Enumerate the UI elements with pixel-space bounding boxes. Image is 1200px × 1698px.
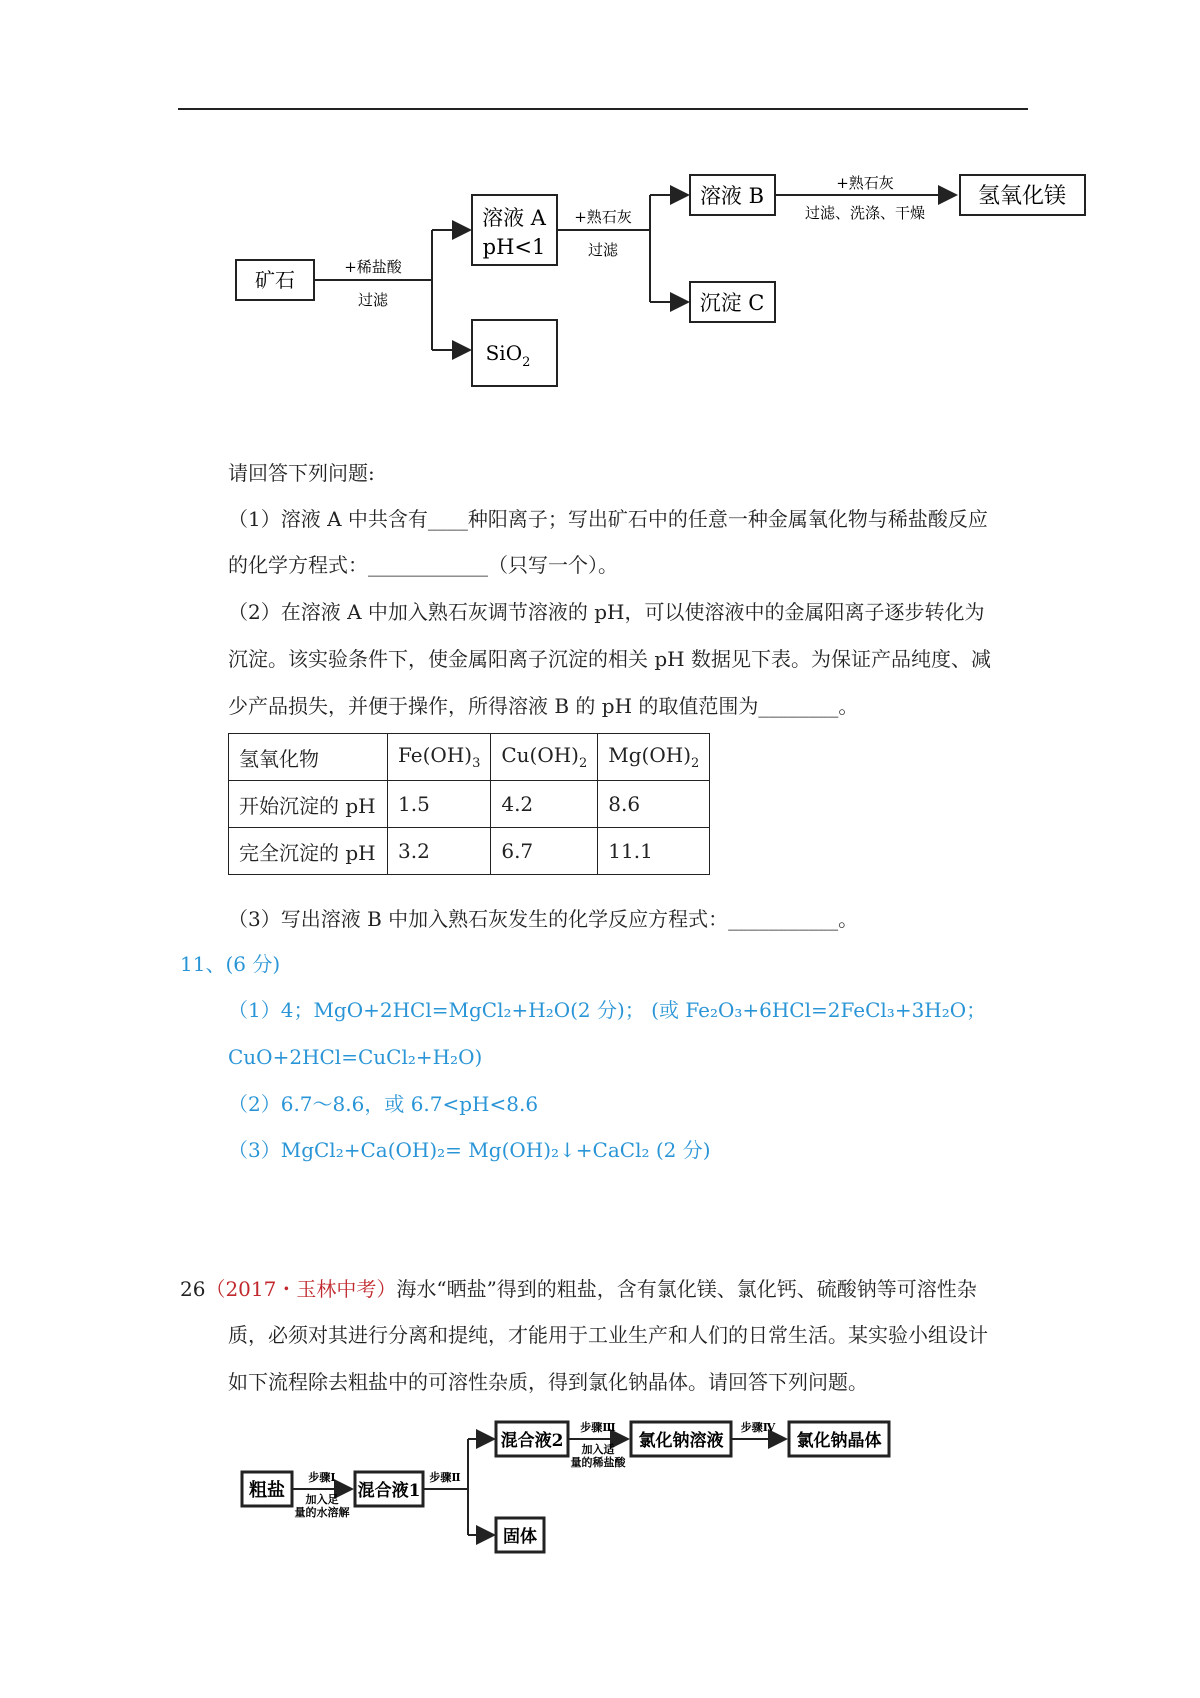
product-label: 氢氧化镁 xyxy=(977,184,1067,209)
table-cell: 完全沉淀的 pH xyxy=(229,828,388,875)
ph-data-table xyxy=(228,733,710,875)
table-row xyxy=(229,828,710,875)
q2-line1: （2）在溶液 A 中加入熟石灰调节溶液的 pH，可以使溶液中的金属阳离子逐步转化为 xyxy=(228,600,985,624)
sio2-label: SiO$_2$ xyxy=(485,341,531,370)
ore-label: 矿石 xyxy=(255,268,295,292)
step4-label: 步骤Ⅳ xyxy=(740,1421,776,1434)
table-cell: 1.5 xyxy=(388,781,491,828)
table-header-cell: $Fe(OH)_3$ xyxy=(388,734,491,781)
q3-line: （3）写出溶液 B 中加入熟石灰发生的化学反应方程式：___________。 xyxy=(228,907,859,931)
answer-title: 11、(6 分) xyxy=(180,952,281,976)
reagent-lime-label-1: +熟石灰 xyxy=(574,208,632,226)
table-cell: 8.6 xyxy=(598,781,710,828)
solid-label: 固体 xyxy=(503,1527,537,1547)
precipitate-c-label: 沉淀 C xyxy=(699,291,765,315)
filter-wash-dry-label: 过滤、洗涤、干燥 xyxy=(804,204,926,222)
question-block xyxy=(228,459,1028,759)
table-cell: 4.2 xyxy=(491,781,598,828)
salt-flow-diagram xyxy=(240,1415,900,1565)
step1-note-2: 量的水溶解 xyxy=(294,1506,350,1519)
q26-line2: 质，必须对其进行分离和提纯，才能用于工业生产和人们的日常生活。某实验小组设计 xyxy=(228,1323,988,1347)
table-cell: 6.7 xyxy=(491,828,598,875)
q26-line1 xyxy=(180,1275,977,1303)
filter-label-2: 过滤 xyxy=(587,241,619,259)
mixture-1-label: 混合液1 xyxy=(357,1481,421,1501)
step3-note-2: 量的稀盐酸 xyxy=(570,1456,626,1469)
step3-note-1: 加入适 xyxy=(581,1443,615,1456)
step1-note-1: 加入足 xyxy=(305,1493,339,1506)
q2-line2: 沉淀。该实验条件下，使金属阳离子沉淀的相关 pH 数据见下表。为保证产品纯度、减 xyxy=(228,647,991,671)
q3-container xyxy=(228,905,1028,935)
q1-line2: 的化学方程式：____________（只写一个）。 xyxy=(228,553,618,577)
mixture-2-label: 混合液2 xyxy=(500,1431,564,1451)
q26-source: （2017・玉林中考） xyxy=(205,1277,397,1301)
answer1-line1: （1）4；MgO+2HCl=MgCl₂+H₂O(2 分)； (或 Fe₂O₃+6HCl=2FeCl₃+3H₂O； xyxy=(228,998,987,1022)
answer1-line2: CuO+2HCl=CuCl₂+H₂O) xyxy=(228,1045,483,1069)
answer3-line: （3）MgCl₂+Ca(OH)₂= Mg(OH)₂↓+CaCl₂ (2 分) xyxy=(228,1138,711,1162)
reagent-hcl-label: +稀盐酸 xyxy=(344,258,402,276)
nacl-crystal-label: 氯化钠晶体 xyxy=(796,1431,882,1451)
crude-salt-label: 粗盐 xyxy=(249,1480,285,1501)
top-rule xyxy=(178,108,1028,110)
nacl-solution-label: 氯化钠溶液 xyxy=(638,1431,724,1451)
solution-a-ph: pH<1 xyxy=(482,235,546,259)
step2-label: 步骤Ⅱ xyxy=(429,1471,461,1484)
table-header-cell: $Cu(OH)_2$ xyxy=(491,734,598,781)
answer2-line: （2）6.7～8.6，或 6.7<pH<8.6 xyxy=(228,1092,539,1116)
step3-label: 步骤Ⅲ xyxy=(580,1421,616,1434)
q26-line3: 如下流程除去粗盐中的可溶性杂质，得到氯化钠晶体。请回答下列问题。 xyxy=(228,1370,868,1394)
ore-flow-diagram xyxy=(230,160,1130,400)
question-26-block xyxy=(180,1275,1030,1415)
table-header-cell: $Mg(OH)_2$ xyxy=(598,734,710,781)
table-cell: 11.1 xyxy=(598,828,710,875)
reagent-lime-label-2: +熟石灰 xyxy=(836,174,894,192)
q2-line3: 少产品损失，并便于操作，所得溶液 B 的 pH 的取值范围为________。 xyxy=(228,694,859,718)
q1-line1: （1）溶液 A 中共含有____种阳离子；写出矿石中的任意一种金属氧化物与稀盐酸反应 xyxy=(228,507,988,531)
table-header-row xyxy=(229,734,710,781)
solution-a-label: 溶液 A xyxy=(482,206,546,230)
solution-b-label: 溶液 B xyxy=(699,184,765,208)
step1-label: 步骤Ⅰ xyxy=(308,1471,336,1484)
table-header-cell: 氢氧化物 xyxy=(229,734,388,781)
table-row xyxy=(229,781,710,828)
table-cell: 开始沉淀的 pH xyxy=(229,781,388,828)
q26-text: 海水“晒盐”得到的粗盐，含有氯化镁、氯化钙、硫酸钠等可溶性杂 xyxy=(396,1277,977,1301)
q26-number: 26 xyxy=(180,1277,206,1301)
filter-label-1: 过滤 xyxy=(357,291,389,309)
table-cell: 3.2 xyxy=(388,828,491,875)
answer-block xyxy=(180,950,1030,1162)
intro-text: 请回答下列问题: xyxy=(228,461,375,485)
